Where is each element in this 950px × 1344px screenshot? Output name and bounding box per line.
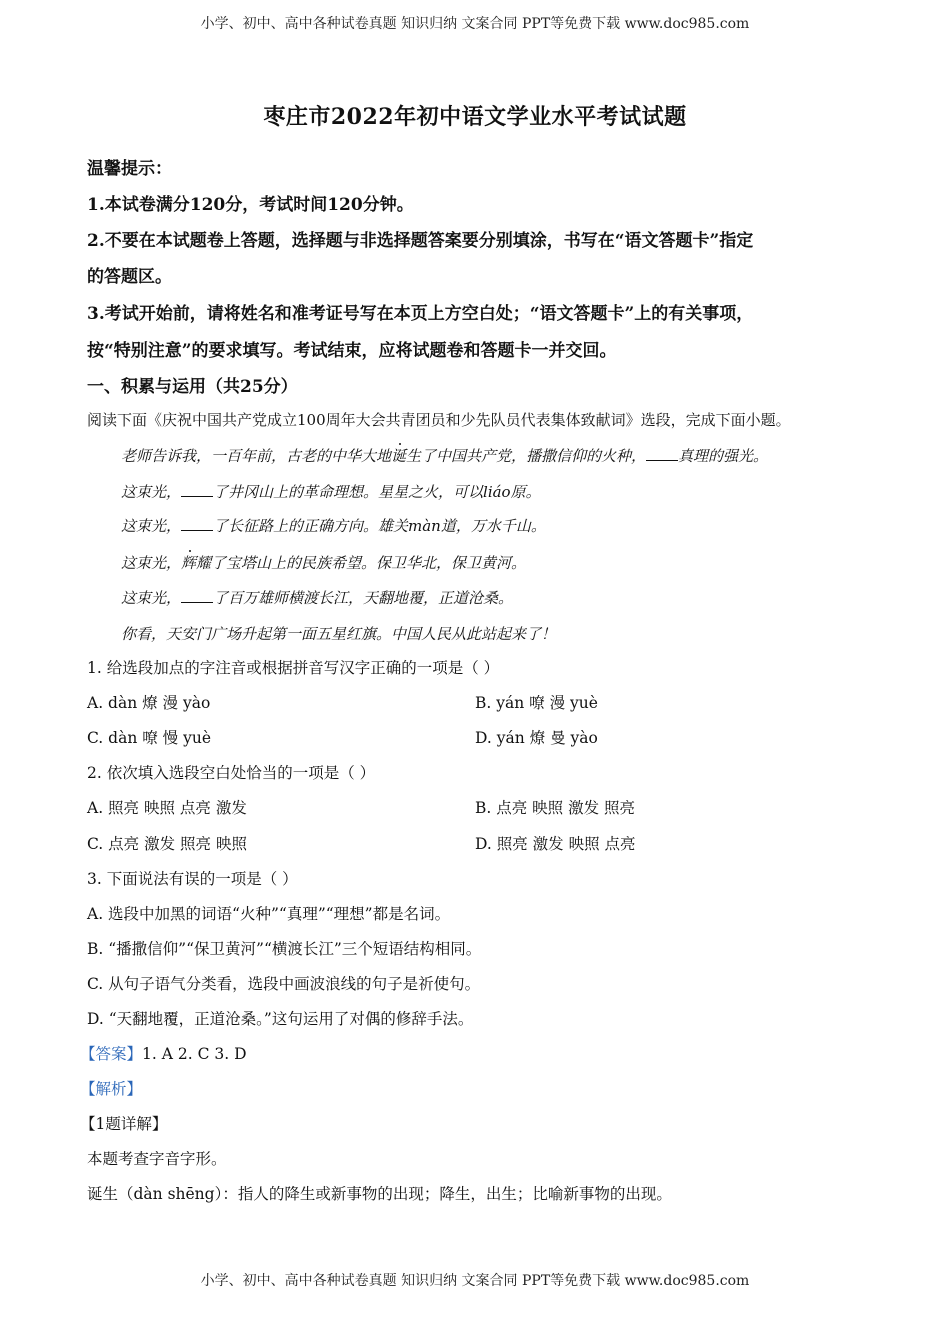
q3-option-d: D. “天翻地覆，正道沧桑。”这句运用了对偶的修辞手法。 — [87, 1010, 474, 1028]
fill-blank — [181, 590, 213, 603]
q3-option-c: C. 从句子语气分类看，选段中画波浪线的句子是祈使句。 — [87, 975, 481, 993]
q2-option-d: D. 照亮 激发 映照 点亮 — [475, 835, 636, 853]
q2-option-b: B. 点亮 映照 激发 照亮 — [475, 799, 636, 817]
q3-option-a: A. 选段中加黑的词语“火种”“真理”“理想”都是名词。 — [87, 905, 451, 923]
answer-label: 【答案】 — [80, 1045, 143, 1063]
page-header: 小学、初中、高中各种试卷真题 知识归纳 文案合同 PPT等免费下载 www.doc985.com — [200, 16, 750, 32]
fill-blank — [181, 518, 213, 531]
passage-line: 这束光， 了长征路上的正确方向。雄关màn道，万水千山。 — [121, 517, 546, 535]
fill-blank — [181, 484, 213, 497]
reading-intro: 阅读下面《庆祝中国共产党成立100周年大会共青团员和少先队员代表集体致献词》选段，完成下面小题。 — [87, 411, 791, 429]
question-1: 1. 给选段加点的字注音或根据拼音写汉字正确的一项是（ ） — [87, 659, 500, 677]
question-2: 2. 依次填入选段空白处恰当的一项是（ ） — [87, 764, 376, 782]
passage-line: 老师告诉我，一百年前，古老的中华大地诞生了中国共产党，播撒信仰的火种， 真理的强光。 — [121, 447, 769, 465]
tip-1: 1.本试卷满分120分，考试时间120分钟。 — [87, 195, 414, 215]
analysis-line: 诞生（dàn shēng）：指人的降生或新事物的出现；降生，出生；比喻新事物的出现。 — [87, 1185, 672, 1203]
analysis-line: 本题考查字音字形。 — [87, 1150, 227, 1168]
tip-2: 2.不要在本试题卷上答题，选择题与非选择题答案要分别填涂，书写在“语文答题卡”指定 — [87, 231, 754, 251]
q1-option-c: C. dàn 嘹 慢 yuè — [87, 729, 212, 747]
tip-3: 3.考试开始前，请将姓名和准考证号写在本页上方空白处；“语文答题卡”上的有关事项， — [87, 304, 754, 324]
analysis-subheading: 【1题详解】 — [80, 1115, 168, 1133]
passage-line: 这束光， 了井冈山上的革命理想。星星之火，可以liáo原。 — [121, 483, 541, 501]
analysis-label: 【解析】 — [80, 1080, 143, 1098]
tip-3-cont: 按“特别注意”的要求填写。考试结束，应将试题卷和答题卡一并交回。 — [87, 341, 617, 361]
fill-blank — [646, 448, 678, 461]
passage-line: 这束光， 了百万雄师横渡长江，天翻地覆，正道沧桑。 — [121, 589, 514, 607]
page-footer: 小学、初中、高中各种试卷真题 知识归纳 文案合同 PPT等免费下载 www.doc985.com — [200, 1273, 750, 1289]
passage-line: 这束光，辉耀了宝塔山上的民族希望。保卫华北，保卫黄河。 — [121, 554, 527, 572]
q3-option-b: B. “播撒信仰”“保卫黄河”“横渡长江”三个短语结构相同。 — [87, 940, 482, 958]
passage-line: 你看，天安门广场升起第一面五星红旗。中国人民从此站起来了！ — [121, 625, 557, 643]
section-heading: 一、积累与运用（共25分） — [87, 377, 298, 397]
q1-option-b: B. yán 嘹 漫 yuè — [475, 694, 598, 712]
page-title: 枣庄市2022年初中语文学业水平考试试题 — [263, 104, 687, 130]
q1-option-d: D. yán 燎 曼 yào — [475, 729, 598, 747]
question-3: 3. 下面说法有误的一项是（ ） — [87, 870, 298, 888]
answer-line: 【答案】1. A 2. C 3. D — [80, 1045, 247, 1063]
q2-option-c: C. 点亮 激发 照亮 映照 — [87, 835, 247, 853]
q2-option-a: A. 照亮 映照 点亮 激发 — [87, 799, 247, 817]
tip-2-cont: 的答题区。 — [87, 267, 172, 287]
q1-option-a: A. dàn 燎 漫 yào — [87, 694, 211, 712]
tips-heading: 温馨提示： — [87, 159, 172, 179]
